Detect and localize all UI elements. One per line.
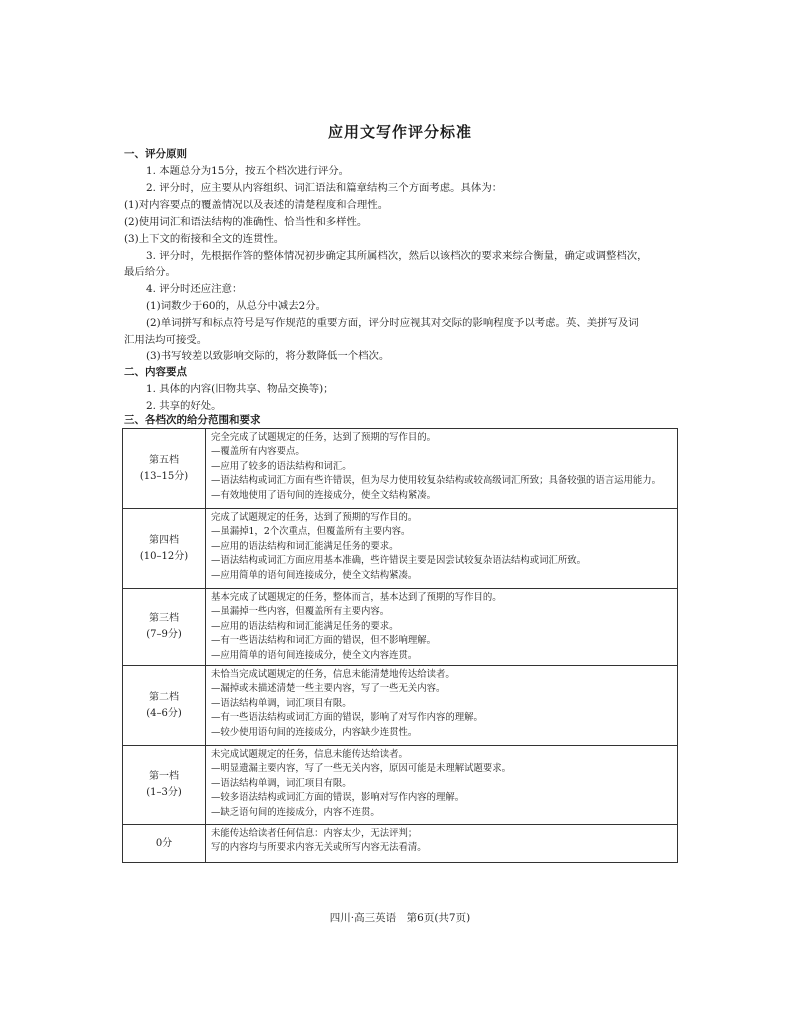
paragraph: 3. 评分时，先根据作答的整体情况初步确定其所属档次，然后以该档次的要求来综合衡量，确定或调整档次，	[146, 250, 648, 262]
table-row	[123, 746, 678, 825]
criteria-line: —应用了较多的语法结构和词汇。	[211, 460, 352, 472]
criteria-line: —虽漏掉1，2个次重点，但覆盖所有主要内容。	[211, 526, 411, 538]
grade-name: 第一档	[149, 771, 179, 783]
grade-level-cell	[123, 746, 206, 825]
criteria-line: —有一些语法结构和词汇方面的错误，但不影响理解。	[211, 635, 437, 647]
section-heading-principles: 一、评分原则	[124, 148, 187, 160]
section-heading-grade-criteria: 三、各档次的给分范围和要求	[124, 414, 261, 426]
list-item: (2)使用词汇和语法结构的准确性、恰当性和多样性。	[124, 216, 368, 228]
table-row	[123, 509, 678, 589]
criteria-line: —有一些语法结构或词汇方面的错误，影响了对写作内容的理解。	[211, 712, 483, 724]
grade-score-range: (10–12分)	[139, 550, 189, 562]
criteria-line: —较多语法结构或词汇方面的错误，影响对写作内容的理解。	[211, 792, 465, 804]
grade-level-cell	[123, 429, 206, 509]
grade-name: 第五档	[149, 454, 179, 466]
page-footer: 四川·高三英语 第6页(共7页)	[329, 912, 471, 924]
table-row	[123, 589, 678, 666]
table-row	[123, 825, 678, 863]
criteria-line: 完全完成了试题规定的任务，达到了预期的写作目的。	[211, 432, 437, 443]
criteria-line: —语法结构单调，词汇项目有限。	[211, 697, 352, 709]
grade-description-cell	[206, 666, 678, 746]
criteria-line: —应用简单的语句间连接成分，使全文结构紧凑。	[211, 569, 418, 581]
paragraph: 2. 评分时，应主要从内容组织、词汇语法和篇章结构三个方面考虑。具体为：	[146, 182, 503, 194]
table-row	[123, 666, 678, 746]
criteria-line: 未完成试题规定的任务，信息未能传达给读者。	[211, 749, 408, 761]
section-heading-key-points: 二、内容要点	[124, 366, 187, 378]
grade-level-cell	[123, 509, 206, 589]
criteria-line: —语法结构或词汇方面有些许错误，但为尽力使用较复杂结构或较高级词汇所致；具备较强的语言运用能力。	[211, 475, 662, 487]
list-item: (3)上下文的衔接和全文的连贯性。	[124, 233, 285, 245]
grade-name: 第三档	[149, 613, 179, 625]
grade-level-cell	[123, 666, 206, 746]
list-item: 1. 具体的内容(旧物共享、物品交换等)；	[146, 383, 334, 395]
page-title: 应用文写作评分标准	[327, 123, 472, 141]
list-item: 2. 共享的好处。	[146, 400, 222, 412]
criteria-line: —较少使用语句间的连接成分，内容缺少连贯性。	[211, 726, 418, 738]
criteria-line: —覆盖所有内容要点。	[211, 446, 305, 458]
grade-name: 第四档	[149, 534, 179, 546]
list-item: (3)书写较差以致影响交际的，将分数降低一个档次。	[146, 350, 390, 362]
grade-name: 0分	[155, 837, 173, 849]
criteria-line: 未能传达给读者任何信息：内容太少，无法评判；	[211, 828, 418, 840]
grade-score-range: (4–6分)	[146, 707, 182, 719]
criteria-line: —有效地使用了语句间的连接成分，使全文结构紧凑。	[211, 489, 437, 501]
list-item: (2)单词拼写和标点符号是写作规范的重要方面，评分时应视其对交际的影响程度予以考虑。英、美拼写及词	[146, 317, 639, 329]
grade-description-cell	[206, 589, 678, 666]
paragraph: 4. 评分时还应注意：	[146, 283, 243, 295]
criteria-line: 未恰当完成试题规定的任务，信息未能清楚地传达给读者。	[211, 669, 455, 681]
criteria-line: —明显遗漏主要内容，写了一些无关内容，原因可能是未理解试题要求。	[211, 763, 512, 775]
criteria-line: —虽漏掉一些内容，但覆盖所有主要内容。	[211, 606, 390, 618]
criteria-line: —应用简单的语句间连接成分，使全文内容连贯。	[211, 649, 418, 661]
grade-score-range: (1–3分)	[146, 787, 182, 799]
grade-description-cell	[206, 429, 678, 509]
criteria-line: 写的内容均与所要求内容无关或所写内容无法看清。	[211, 842, 427, 854]
list-item: (1)对内容要点的覆盖情况以及表述的清楚程度和合理性。	[124, 199, 389, 211]
criteria-line: —漏掉或未描述清楚一些主要内容，写了一些无关内容。	[211, 683, 446, 695]
list-item: (1)词数少于60的，从总分中减去2分。	[146, 300, 327, 312]
paragraph-continuation: 最后给分。	[124, 266, 176, 278]
table-row	[123, 429, 678, 509]
criteria-line: —语法结构或词汇方面应用基本准确，些许错误主要是因尝试较复杂语法结构或词汇所致。	[211, 555, 587, 567]
grade-score-range: (13–15分)	[139, 470, 189, 482]
grade-score-range: (7–9分)	[146, 629, 182, 641]
paragraph: 1. 本题总分为15分，按五个档次进行评分。	[146, 165, 350, 177]
criteria-line: —应用的语法结构和词汇能满足任务的要求。	[211, 540, 399, 552]
grade-level-cell	[123, 825, 206, 863]
grade-level-cell	[123, 589, 206, 666]
criteria-line: 基本完成了试题规定的任务，整体而言，基本达到了预期的写作目的。	[211, 592, 502, 603]
grading-table	[122, 428, 678, 863]
grade-name: 第二档	[149, 691, 179, 703]
paragraph-continuation: 汇用法均可接受。	[124, 334, 208, 346]
criteria-line: 完成了试题规定的任务，达到了预期的写作目的。	[211, 512, 418, 523]
grade-description-cell	[206, 509, 678, 589]
criteria-line: —语法结构单调，词汇项目有限。	[211, 777, 352, 789]
grade-description-cell	[206, 746, 678, 825]
criteria-line: —缺乏语句间的连接成分，内容不连贯。	[211, 806, 380, 818]
criteria-line: —应用的语法结构和词汇能满足任务的要求。	[211, 620, 399, 632]
grade-description-cell	[206, 825, 678, 863]
